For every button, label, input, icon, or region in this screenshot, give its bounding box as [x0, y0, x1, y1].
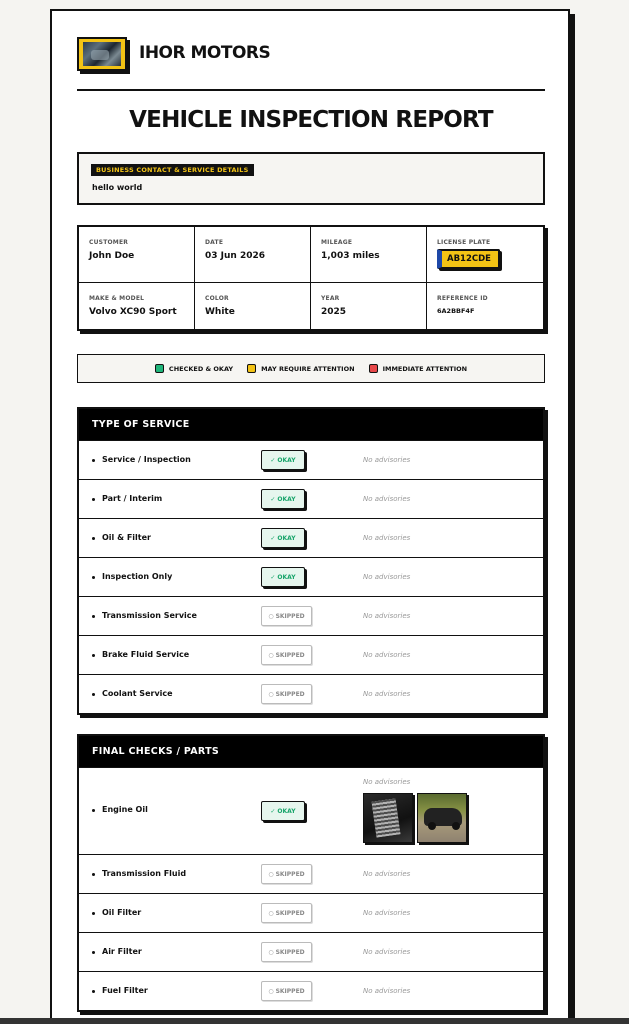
legend-label: CHECKED & OKAY — [168, 364, 234, 373]
checklist-row — [79, 932, 543, 971]
inspection-photo[interactable] — [417, 793, 467, 843]
report-title: VEHICLE INSPECTION REPORT — [129, 107, 493, 133]
report-page — [50, 9, 570, 1024]
bullet-icon — [92, 693, 95, 696]
info-color — [195, 283, 311, 329]
section-title: FINAL CHECKS / PARTS — [79, 736, 543, 767]
item-name: Engine Oil — [102, 805, 148, 814]
info-label: LICENSE PLATE — [437, 239, 491, 246]
status-legend — [77, 354, 545, 383]
circle-icon: ○ — [268, 612, 274, 620]
info-value: 1,003 miles — [321, 251, 380, 261]
green-swatch-icon — [155, 364, 164, 373]
status-label: SKIPPED — [275, 612, 305, 620]
circle-icon: ○ — [268, 651, 274, 659]
bullet-icon — [92, 498, 95, 501]
license-plate-badge: AB12CDE — [437, 249, 500, 269]
legend-label: IMMEDIATE ATTENTION — [382, 364, 468, 373]
contact-label: BUSINESS CONTACT & SERVICE DETAILS — [91, 164, 254, 176]
check-icon: ✓ — [270, 495, 276, 503]
item-name: Part / Interim — [102, 494, 163, 503]
brand-logo — [77, 37, 127, 71]
advisory-text: No advisories — [363, 573, 411, 581]
section-title: TYPE OF SERVICE — [79, 409, 543, 440]
checklist-row — [79, 518, 543, 557]
section-final-checks — [77, 734, 545, 1012]
bullet-icon — [92, 873, 95, 876]
contact-box — [77, 152, 545, 205]
status-label: OKAY — [277, 807, 296, 815]
status-okay-badge — [261, 450, 305, 470]
checklist-row — [79, 854, 543, 893]
item-name: Transmission Fluid — [102, 869, 187, 878]
status-label: SKIPPED — [275, 948, 305, 956]
bullet-icon — [92, 809, 95, 812]
checklist-row — [79, 557, 543, 596]
circle-icon: ○ — [268, 948, 274, 956]
legend-item-attention — [247, 364, 354, 373]
brand-name: IHOR MOTORS — [139, 43, 271, 63]
status-label: OKAY — [277, 456, 296, 464]
item-name: Coolant Service — [102, 689, 173, 698]
info-label: MAKE & MODEL — [89, 295, 145, 302]
bullet-icon — [92, 951, 95, 954]
advisory-text: No advisories — [363, 456, 411, 464]
item-name: Fuel Filter — [102, 986, 148, 995]
checklist-row — [79, 440, 543, 479]
advisory-text: No advisories — [363, 987, 411, 995]
bullet-icon — [92, 459, 95, 462]
bullet-icon — [92, 654, 95, 657]
info-label: MILEAGE — [321, 239, 353, 246]
info-value: Volvo XC90 Sport — [89, 307, 177, 317]
check-icon: ✓ — [270, 573, 276, 581]
status-label: OKAY — [277, 573, 296, 581]
status-label: SKIPPED — [275, 690, 305, 698]
status-okay-badge — [261, 567, 305, 587]
bullet-icon — [92, 537, 95, 540]
status-label: SKIPPED — [275, 870, 305, 878]
status-okay-badge — [261, 528, 305, 548]
section-type-of-service — [77, 407, 545, 715]
info-reference-id — [427, 283, 543, 329]
status-label: SKIPPED — [275, 651, 305, 659]
status-label: OKAY — [277, 534, 296, 542]
item-name: Transmission Service — [102, 611, 197, 620]
info-label: DATE — [205, 239, 224, 246]
item-name: Brake Fluid Service — [102, 650, 190, 659]
status-okay-badge — [261, 801, 305, 821]
info-value: 2025 — [321, 307, 347, 317]
inspection-photo[interactable] — [363, 793, 413, 843]
info-value: 6A2BBF4F — [437, 307, 475, 315]
advisory-text: No advisories — [363, 778, 411, 786]
info-license-plate — [427, 227, 543, 283]
circle-icon: ○ — [268, 690, 274, 698]
red-swatch-icon — [369, 364, 378, 373]
checklist-row — [79, 971, 543, 1010]
info-customer — [79, 227, 195, 283]
vehicle-info-grid — [77, 225, 545, 331]
check-icon: ✓ — [270, 456, 276, 464]
info-value: 03 Jun 2026 — [205, 251, 266, 261]
item-name: Air Filter — [102, 947, 142, 956]
advisory-text: No advisories — [363, 690, 411, 698]
info-value: White — [205, 307, 235, 317]
legend-item-immediate — [369, 364, 468, 373]
bullet-icon — [92, 615, 95, 618]
item-name: Inspection Only — [102, 572, 173, 581]
legend-item-okay — [155, 364, 233, 373]
advisory-text: No advisories — [363, 534, 411, 542]
status-skipped-badge — [261, 606, 312, 626]
info-make-model — [79, 283, 195, 329]
checklist-row — [79, 674, 543, 713]
advisory-text: No advisories — [363, 870, 411, 878]
circle-icon: ○ — [268, 987, 274, 995]
status-skipped-badge — [261, 864, 312, 884]
status-label: SKIPPED — [275, 909, 305, 917]
bullet-icon — [92, 912, 95, 915]
report-header — [77, 37, 545, 91]
item-name: Oil Filter — [102, 908, 142, 917]
checklist-row — [79, 635, 543, 674]
info-label: CUSTOMER — [89, 239, 129, 246]
checklist-row — [79, 479, 543, 518]
checklist-row — [79, 893, 543, 932]
check-icon: ✓ — [270, 807, 276, 815]
status-skipped-badge — [261, 903, 312, 923]
status-skipped-badge — [261, 981, 312, 1001]
advisory-text: No advisories — [363, 495, 411, 503]
advisory-text: No advisories — [363, 612, 411, 620]
advisory-text: No advisories — [363, 651, 411, 659]
check-icon: ✓ — [270, 534, 276, 542]
advisory-text: No advisories — [363, 909, 411, 917]
info-date — [195, 227, 311, 283]
status-skipped-badge — [261, 645, 312, 665]
info-label: YEAR — [321, 295, 340, 302]
status-skipped-badge — [261, 942, 312, 962]
info-label: REFERENCE ID — [437, 295, 488, 302]
window-bottom-bar — [0, 1018, 629, 1024]
status-label: SKIPPED — [275, 987, 305, 995]
checklist-row — [79, 596, 543, 635]
status-okay-badge — [261, 489, 305, 509]
bullet-icon — [92, 990, 95, 993]
circle-icon: ○ — [268, 909, 274, 917]
yellow-swatch-icon — [247, 364, 256, 373]
circle-icon: ○ — [268, 870, 274, 878]
info-value: John Doe — [89, 251, 135, 261]
checklist-row — [79, 767, 543, 854]
item-name: Oil & Filter — [102, 533, 151, 542]
advisory-text: No advisories — [363, 948, 411, 956]
info-year — [311, 283, 427, 329]
bullet-icon — [92, 576, 95, 579]
info-mileage — [311, 227, 427, 283]
contact-text: hello world — [92, 183, 143, 192]
status-skipped-badge — [261, 684, 312, 704]
legend-label: MAY REQUIRE ATTENTION — [261, 364, 355, 373]
info-label: COLOR — [205, 295, 229, 302]
status-label: OKAY — [277, 495, 296, 503]
item-name: Service / Inspection — [102, 455, 191, 464]
